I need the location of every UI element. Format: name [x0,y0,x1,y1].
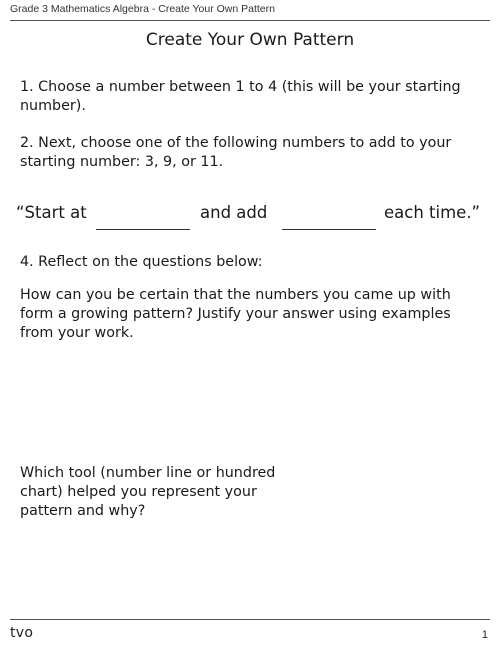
step-4-text: 4. Reflect on the questions below: [20,254,263,270]
reflection-question-2: Which tool (number line or hundred chart) helped you represent your pattern and why? [20,465,276,519]
sentence-and-add: and add [200,203,268,222]
add-number-blank[interactable] [282,229,376,230]
page-number: 1 [481,629,488,641]
header-divider [10,20,490,21]
sentence-start-at: “Start at [16,203,87,222]
sentence-each-time: each time.” [384,203,481,222]
footer-divider [10,619,490,620]
document-header: Grade 3 Mathematics Algebra - Create Your Own Pattern [10,3,275,15]
page-title: Create Your Own Pattern [145,30,355,50]
step-2-text: 2. Next, choose one of the following numbers to add to your starting number: 3, 9, or 11. [20,135,452,170]
fill-in-sentence [0,203,500,233]
tvo-logo: tvo [10,625,34,641]
starting-number-blank[interactable] [96,229,190,230]
step-1-text: 1. Choose a number between 1 to 4 (this will be your starting number). [20,79,461,114]
reflection-question-1: How can you be certain that the numbers you came up with form a growing pattern? Justify your answer using examples from your work. [20,287,451,341]
